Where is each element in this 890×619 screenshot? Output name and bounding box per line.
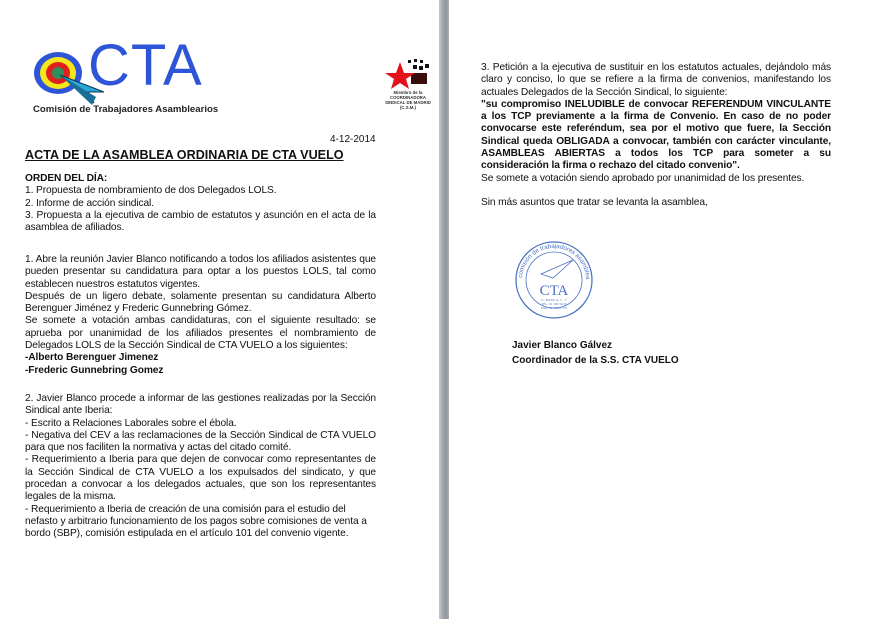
csm-line: Miembro de la	[393, 90, 423, 95]
stamp-line: TEL. 91 329 56 56	[541, 302, 567, 306]
stamp-seal-icon	[511, 240, 597, 320]
stamp-line: FAX. 91 329 07 03	[540, 306, 568, 310]
signer-role: Coordinador de la S.S. CTA VUELO	[512, 355, 679, 366]
paragraph: 2. Javier Blanco procede a informar de las gestiones realizadas por la Sección Sindical ante Iberia:	[25, 393, 376, 417]
csm-badge	[378, 56, 438, 124]
logo-text: CTA	[88, 33, 203, 98]
page-separator	[439, 0, 449, 619]
paragraph: Se somete a votación siendo aprobado por unanimidad de los presentes.	[481, 172, 805, 184]
signature-block	[512, 338, 679, 368]
action-item: - Escrito a Relaciones Laborales sobre el ébola.	[25, 417, 237, 429]
stamp-line: C/. BOTICA, 5 - 1º	[540, 298, 568, 302]
elected-delegate: -Alberto Berenguer Jimenez	[25, 352, 159, 364]
cta-stamp	[511, 240, 597, 320]
csm-line: (C.S.M.)	[400, 105, 416, 110]
paragraph: Se somete a votación ambas candidaturas, con el siguiente resultado: se aprueba por unanimidad de los afiliados presentes el nombramiento de Delegados LOLS de la Sección Sindical de CTA VUELO a los siguientes:	[25, 315, 376, 352]
document-title: ACTA DE LA ASAMBLEA ORDINARIA DE CTA VUELO	[25, 148, 344, 162]
action-item: - Requerimiento a Iberia para que dejen de convocar como representantes de la Sección Sindical de CTA VUELO a los expulsados del sindicato, y que procedan a convocar a los delegados actuales, que son los representantes legales de la misma.	[25, 454, 376, 503]
csm-caption	[378, 90, 438, 110]
section-1	[25, 254, 376, 377]
quote: "su compromiso INELUDIBLE de convocar REFERENDUM VINCULANTE a los TCP previamente a la firma de Convenio. En caso de no poder convocarse este referéndum, sea por el motivo que fuere, la Sección Sindical queda OBLIGADA a convocar, también con carácter vinculante, ASAMBLEAS ABIERTAS a todos los TCP para someter a su consideración la firma o rechazo del citado convenio".	[481, 98, 831, 172]
csm-line: COORDINADORA	[389, 95, 427, 100]
action-item: - Negativa del CEV a las reclamaciones de la Sección Sindical de CTA VUELO para que nos faciliten la normativa y actas del citado comité.	[25, 429, 376, 454]
elected-delegate: -Frederic Gunnebring Gomez	[25, 364, 164, 376]
closing: Sin más asuntos que tratar se levanta la asamblea,	[481, 196, 708, 208]
agenda-item: 1. Propuesta de nombramiento de dos Delegados LOLS.	[25, 185, 277, 197]
csm-line: SINDICAL DE MADRID	[385, 100, 431, 105]
agenda	[25, 173, 376, 234]
stamp-ring-text: comisión de trabajadores asamblea	[517, 242, 592, 280]
paragraph: Después de un ligero debate, solamente presentan su candidatura Alberto Berenguer Jiménez y Frederic Gunnebring Gómez.	[25, 290, 376, 315]
stamp-center: CTA	[539, 283, 569, 299]
action-item: - Requerimiento a Iberia de creación de una comisión para el estudio del nefasto y arbitrario funcionamiento de los pagos sobre comisiones de venta a bordo (SBP), comisión estipulada en el artículo 101 del convenio vigente.	[25, 503, 367, 540]
logo-subtitle: Comisión de Trabajadores Asamblearios	[33, 104, 219, 115]
agenda-item: 3. Propuesta a la ejecutiva de cambio de estatutos y asunción en el acta de la asamblea de afiliados.	[25, 209, 376, 234]
document-page-1	[0, 0, 439, 619]
paragraph: 1. Abre la reunión Javier Blanco notificando a todos los afiliados asistentes que pueden presentar su candidatura para optar a los puestos LOLS, tal como establecen nuestros estatutos vigentes.	[25, 254, 376, 290]
paragraph: 3. Petición a la ejecutiva de sustituir en los estatutos actuales, dejándolo más claro y conciso, lo que se refiere a la firma de convenios, manifestando los actuales Delegados de la Sección Sindical, lo siguiente:	[481, 62, 831, 98]
section-2	[25, 393, 376, 541]
agenda-item: 2. Informe de acción sindical.	[25, 197, 154, 209]
svg-text:comisión de trabajadores asamb	[511, 240, 591, 280]
red-star-icon	[378, 56, 438, 90]
section-3	[481, 62, 831, 209]
agenda-heading: ORDEN DEL DÍA:	[25, 173, 108, 184]
document-date: 4-12-2014	[330, 134, 376, 145]
signer-name: Javier Blanco Gálvez	[512, 340, 613, 351]
